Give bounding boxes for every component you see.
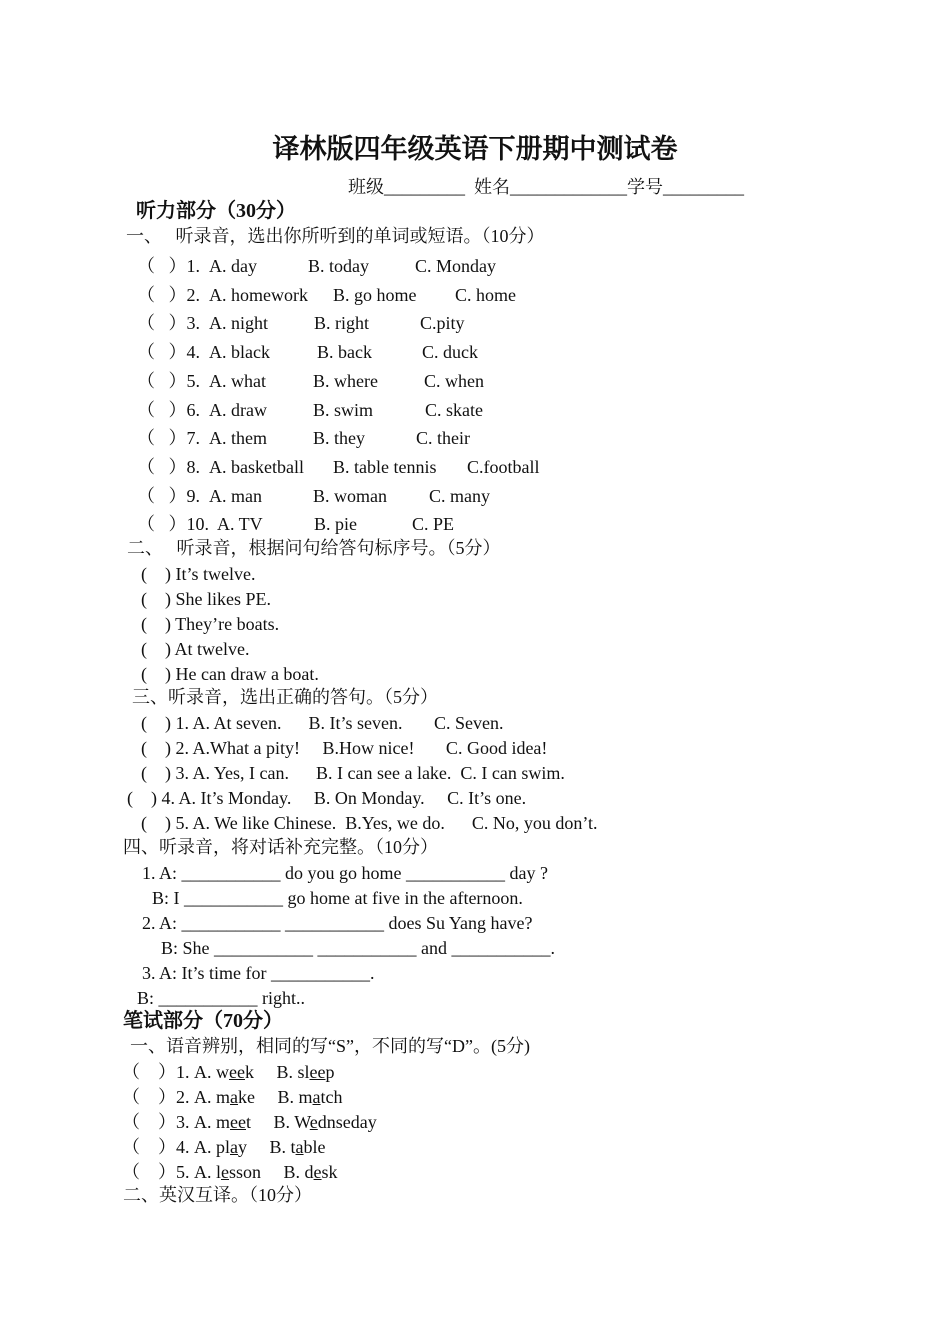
dialogue-line: B: She ___________ ___________ and ___________. — [161, 938, 555, 958]
phonics-item — [122, 1161, 338, 1183]
question-line: ( ) 3. A. Yes, I can. B. I can see a lake. C. I can swim. — [141, 763, 565, 783]
option-a: A. man — [209, 485, 262, 506]
option-b: B. back — [317, 342, 372, 363]
word-b-end: tch — [320, 1087, 343, 1107]
option-b: B. go home — [333, 284, 417, 305]
word-a-start: l — [216, 1162, 222, 1182]
question-line: ( ) 1. A. At seven. B. It’s seven. C. Seven. — [141, 713, 504, 733]
word-a-end: y — [238, 1137, 248, 1157]
phonics-item — [122, 1136, 326, 1158]
option-a: A. what — [209, 370, 266, 391]
phonics-item — [122, 1086, 343, 1108]
word-b-sound: e — [309, 1112, 318, 1132]
word-b-end: dnseday — [317, 1112, 377, 1132]
written-part2-instruction: 二、英汉互译。（10分） — [123, 1185, 312, 1205]
dialogue-line: B: ___________ right.. — [137, 988, 306, 1008]
word-a-end: k — [244, 1062, 254, 1082]
option-c: C. their — [416, 428, 470, 449]
dialogue-line: 3. A: It’s time for ___________. — [142, 963, 375, 983]
option-c: C. duck — [422, 342, 478, 363]
option-c: C. Monday — [415, 256, 496, 276]
listening-part3-instruction: 三、听录音，选出正确的答句。（5分） — [132, 687, 438, 707]
dialogue-line: 2. A: ___________ ___________ does Su Yang have? — [142, 913, 533, 933]
word-b-start: B. m — [277, 1087, 313, 1107]
word-a-end: ke — [238, 1087, 256, 1107]
option-a: A. night — [209, 313, 269, 334]
choice-number: （ ）5. — [137, 370, 200, 391]
word-a-start: pl — [216, 1137, 231, 1157]
word-a-sound: a — [230, 1137, 239, 1157]
word-a-sound: a — [230, 1087, 239, 1107]
student-info-line: 班级_________ 姓名_____________学号_________ — [348, 177, 744, 197]
listening-part2-instruction: 二、 听录音，根据问句给答句标序号。（5分） — [127, 538, 501, 558]
question-line: ( ) 5. A. We like Chinese. B.Yes, we do. C. No, you don’t. — [141, 813, 598, 833]
word-b-sound: ee — [309, 1062, 326, 1082]
choice-number: （ ）1. — [137, 256, 200, 276]
answer-line: ( ) She likes PE. — [141, 589, 271, 609]
option-b: B. today — [308, 256, 369, 276]
option-b: B. right — [314, 313, 370, 334]
word-b-sound: e — [313, 1162, 322, 1182]
listening-heading: 听力部分（30分） — [136, 200, 296, 222]
dialogue-line: B: I ___________ go home at five in the afternoon. — [152, 888, 523, 908]
word-b-start: B. d — [283, 1162, 314, 1182]
word-b-sound: a — [295, 1137, 304, 1157]
option-b: B. they — [313, 428, 365, 449]
word-a-end: sson — [229, 1162, 262, 1182]
option-a: A. draw — [209, 399, 267, 420]
choice-number: （ ）4. — [137, 342, 200, 363]
option-a: A. homework — [209, 284, 308, 305]
option-c: C. home — [455, 284, 516, 305]
option-b: B. swim — [313, 399, 374, 420]
item-number: （ ）2. A. — [122, 1087, 216, 1107]
word-b-end: ble — [303, 1137, 326, 1157]
answer-line: ( ) They’re boats. — [141, 614, 280, 634]
item-number: （ ）5. A. — [122, 1162, 216, 1182]
choice-number: （ ）2. — [137, 284, 200, 305]
option-c: C. when — [424, 370, 484, 391]
written-part1-instruction: 一、语音辨别，相同的写“S”，不同的写“D”。(5分) — [130, 1036, 530, 1056]
option-c: C. many — [429, 485, 490, 506]
word-b-end: p — [325, 1062, 335, 1082]
word-b-sound: a — [312, 1087, 321, 1107]
listening-part4-instruction: 四、听录音，将对话补充完整。（10分） — [123, 837, 438, 857]
option-b: B. woman — [313, 485, 387, 506]
option-b: B. table tennis — [333, 456, 437, 477]
item-number: （ ）1. A. — [122, 1062, 216, 1082]
choice-number: （ ）9. — [137, 485, 200, 506]
word-b-end: sk — [321, 1162, 338, 1182]
word-a-start: w — [216, 1062, 229, 1082]
option-a: A. black — [209, 342, 270, 363]
option-b: B. where — [313, 370, 378, 391]
option-a: A. them — [209, 428, 267, 449]
phonics-item — [122, 1061, 334, 1083]
choice-number: （ ）7. — [137, 428, 200, 449]
option-c: C.football — [467, 456, 540, 477]
word-b-start: B. t — [269, 1137, 296, 1157]
answer-line: ( ) At twelve. — [141, 639, 250, 659]
word-b-start: B. sl — [276, 1062, 310, 1082]
word-a-sound: ee — [229, 1062, 245, 1082]
page-title: 译林版四年级英语下册期中测试卷 — [272, 134, 678, 164]
option-c: C. skate — [425, 399, 483, 420]
option-c: C. PE — [412, 514, 455, 535]
choice-number: （ ）3. — [137, 313, 200, 334]
option-a: A. basketball — [209, 456, 304, 477]
written-heading: 笔试部分（70分） — [123, 1010, 283, 1032]
answer-line: ( ) It’s twelve. — [141, 564, 256, 584]
word-a-sound: ee — [230, 1112, 246, 1132]
question-line: ( ) 2. A.What a pity! B.How nice! C. Good idea! — [141, 738, 548, 758]
dialogue-line: 1. A: ___________ do you go home ___________ day ? — [142, 863, 548, 883]
option-a: A. day — [209, 256, 257, 276]
phonics-item — [122, 1111, 377, 1133]
word-a-start: m — [216, 1112, 231, 1132]
option-b: B. pie — [314, 514, 357, 535]
word-a-start: m — [216, 1087, 231, 1107]
word-a-end: t — [246, 1112, 252, 1132]
word-b-start: B. W — [273, 1112, 310, 1132]
answer-line: ( ) He can draw a boat. — [141, 664, 319, 684]
choice-number: （ ）6. — [137, 399, 200, 420]
choice-number: （ ）10. — [137, 514, 209, 535]
question-line: ( ) 4. A. It’s Monday. B. On Monday. C. It’s one. — [127, 788, 527, 808]
option-a: A. TV — [217, 514, 263, 535]
item-number: （ ）3. A. — [122, 1112, 216, 1132]
listening-part1-instruction: 一、 听录音，选出你所听到的单词或短语。（10分） — [126, 226, 545, 246]
word-a-sound: e — [221, 1162, 230, 1182]
item-number: （ ）4. A. — [122, 1137, 216, 1157]
option-c: C.pity — [420, 313, 465, 334]
choice-number: （ ）8. — [137, 456, 200, 477]
